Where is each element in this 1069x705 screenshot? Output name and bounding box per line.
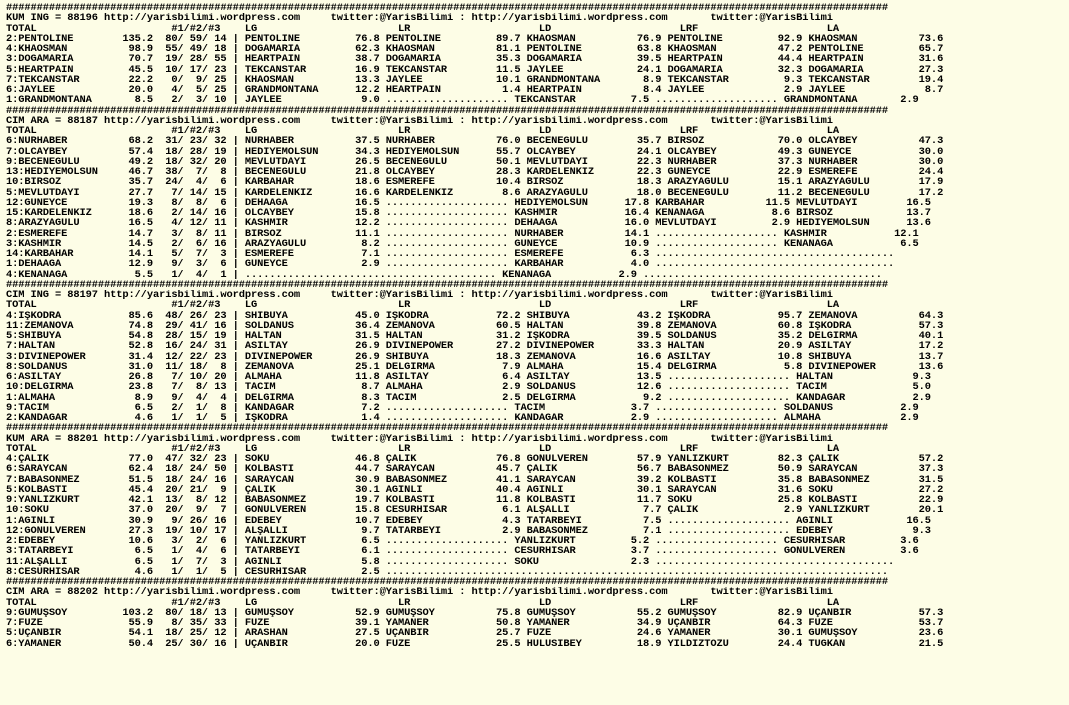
result-row: 6:NURHABER 68.2 31/ 23/ 32 | NURHABER 37.5 NURHABER 76.0 BECENEGÜLÜ 35.7 BİRSÖZ 70.0 OLCAYBEY 47.3 <box>6 136 944 147</box>
race-header-line: KUM ARA = 88201 http://yarisbilimi.wordpress.com twitter:@YarisBilimi : http://yarisbilimi.wordpress.com twitter:@YarisBilimi <box>6 433 833 444</box>
result-row: 11:ZEMANOVA 74.8 29/ 41/ 16 | SOLDANUS 36.4 ZEMANOVA 60.5 HALTAN 39.8 ZEMANOVA 60.8 İŞKODRA 57.3 <box>6 320 944 331</box>
result-row: 4:KHAOSMAN 98.9 55/ 49/ 18 | DOĞAMARIA 62.3 KHAOSMAN 81.1 PENTOLINE 63.8 KHAOSMAN 47.2 PENTOLINE 65.7 <box>6 44 944 55</box>
separator-line: ################################################################################################################################################ <box>6 105 889 116</box>
result-row: 3:TATARBEYİ 6.5 1/ 4/ 6 | TATARBEYİ 6.1 .................... CESURHİSAR 3.7 .................... GÖNÜLVEREN 3.6 <box>6 546 919 557</box>
result-row: 9:TACIM 6.5 2/ 1/ 8 | KANDAGAR 7.2 .................... TACIM 3.7 .................... SOLDANUS 2.9 <box>6 402 919 413</box>
result-row: 1:AĞINLI 30.9 9/ 26/ 16 | EDEBEY 10.7 EDEBEY 4.3 TATARBEYİ 7.5 .................... AĞINLI 16.5 <box>6 515 931 526</box>
race-header-line: KUM ING = 88196 http://yarisbilimi.wordpress.com twitter:@YarisBilimi : http://yarisbilimi.wordpress.com twitter:@YarisBilimi <box>6 13 833 24</box>
column-header-line: TOTAL #1/#2/#3 LG LR LD LRF LA <box>6 23 840 34</box>
result-row: 14:KARBAHAR 14.1 5/ 7/ 3 | ESMEREFE 7.1 .................... ESMEREFE 6.3 ....................................... <box>6 249 895 260</box>
result-row: 1:ALMAHA 8.9 9/ 4/ 4 | DELGİRMA 8.3 TACIM 2.5 DELGİRMA 9.2 .................... KANDAGAR 2.9 <box>6 392 931 403</box>
column-header-line: TOTAL #1/#2/#3 LG LR LD LRF LA <box>6 300 840 311</box>
result-row: 2:KANDAGAR 4.6 1/ 1/ 5 | İŞKODRA 1.4 .................... KANDAGAR 2.9 .................... ALMAHA 2.9 <box>6 413 919 424</box>
result-row: 9:GÜMÜŞSOY 103.2 80/ 18/ 13 | GÜMÜŞSOY 52.9 GÜMÜŞSOY 75.8 GÜMÜŞSOY 55.2 GÜMÜŞSOY 82.9 UÇANBİR 57.3 <box>6 607 944 618</box>
result-row: 9:BECENEGÜLÜ 49.2 18/ 32/ 20 | MEVLÜTDAYI 26.5 BECENEGÜLÜ 50.1 MEVLÜTDAYI 22.3 NURHABER 37.3 NURHABER 30.0 <box>6 156 944 167</box>
result-row: 12:GÜNEYCE 19.3 8/ 8/ 6 | DEHAAĞA 16.5 .................... HEDİYEMOLSUN 17.8 KARBAHAR 11.5 MEVLÜTDAYI 16.5 <box>6 197 931 208</box>
result-row: 10:DELGİRMA 23.8 7/ 8/ 13 | TACIM 8.7 ALMAHA 2.9 SOLDANUS 12.6 .................... TACIM 5.0 <box>6 382 931 393</box>
result-row: 5:SHIBUYA 54.8 28/ 15/ 19 | HALTAN 31.5 HALTAN 31.2 İŞKODRA 39.5 SOLDANUS 35.2 DELGİRMA 40.1 <box>6 331 944 342</box>
result-row: 15:KARDELENKIZ 18.6 2/ 14/ 16 | OLCAYBEY 15.8 .................... KASHMIR 16.4 KENANAĞA 8.6 BİRSÖZ 13.7 <box>6 208 931 219</box>
column-header-line: TOTAL #1/#2/#3 LG LR LD LRF LA <box>6 443 840 454</box>
result-row: 2:EDEBEY 10.6 3/ 2/ 6 | YANLIZKURT 6.5 .................... YANLIZKURT 5.2 .................... CESURHİSAR 3.6 <box>6 536 919 547</box>
result-row: 1:DEHAAĞA 12.9 9/ 3/ 6 | GÜNEYCE 2.9 .................... KARBAHAR 4.0 ....................................... <box>6 259 895 270</box>
result-row: 11:ALŞALLI 6.5 1/ 7/ 3 | AĞINLI 5.8 .................... SOKU 2.3 ....................................... <box>6 556 895 567</box>
separator-line: ################################################################################################################################################ <box>6 577 889 588</box>
result-row: 8:CESURHİSAR 4.6 1/ 1/ 5 | CESURHİSAR 2.5 .................................................................................. <box>6 566 889 577</box>
result-row: 7:TEKCANSTAR 22.2 0/ 9/ 25 | KHAOSMAN 13.3 JAYLEE 10.1 GRANDMONTANA 8.9 TEKCANSTAR 9.3 TEKCANSTAR 19.4 <box>6 74 944 85</box>
result-row: 4:İŞKODRA 85.6 48/ 26/ 23 | SHIBUYA 45.0 İŞKODRA 72.2 SHIBUYA 43.2 İŞKODRA 95.7 ZEMANOVA 64.3 <box>6 310 944 321</box>
result-row: 12:GÖNÜLVEREN 27.3 19/ 10/ 17 | ALŞALLI 9.7 TATARBEYİ 2.9 BABASÖNMEZ 7.1 .................... EDEBEY 9.3 <box>6 525 931 536</box>
separator-line: ################################################################################################################################################ <box>6 279 889 290</box>
result-row: 5:HEARTPAIN 45.5 10/ 17/ 23 | TEKCANSTAR 16.9 TEKCANSTAR 11.5 JAYLEE 24.1 DOĞAMARIA 32.3 DOĞAMARIA 27.3 <box>6 64 944 75</box>
result-row: 6:ASİLTAY 26.8 7/ 10/ 20 | ALMAHA 11.8 ASİLTAY 6.4 ASİLTAY 13.5 .................... HALTAN 9.3 <box>6 372 931 383</box>
result-row: 13:HEDİYEMOLSUN 46.7 38/ 7/ 8 | BECENEGÜLÜ 21.8 OLCAYBEY 28.3 KARDELENKIZ 22.3 GÜNEYCE 22.9 ESMEREFE 24.4 <box>6 167 944 178</box>
result-row: 10:SOKU 37.0 20/ 9/ 7 | GÖNÜLVEREN 15.8 CESURHİSAR 6.1 ALŞALLI 7.7 ÇALIK 2.9 YANLIZKURT 20.1 <box>6 505 944 516</box>
result-row: 1:GRANDMONTANA 8.5 2/ 3/ 10 | JAYLEE 9.0 .................... TEKCANSTAR 7.5 .................... GRANDMONTANA 2.9 <box>6 95 919 106</box>
result-row: 4:KENANAĞA 5.5 1/ 4/ 1 | ......................................... KENANAĞA 2.9 ....................................... <box>6 269 882 280</box>
result-row: 3:KASHMIR 14.5 2/ 6/ 16 | ARAZYAGÜLÜ 8.2 .................... GÜNEYCE 10.9 .................... KENANAĞA 6.5 <box>6 238 919 249</box>
result-row: 9:YANLIZKURT 42.1 13/ 8/ 12 | BABASÖNMEZ 19.7 KOLBASTI 11.8 KOLBASTI 11.7 SOKU 25.8 KOLBASTI 22.9 <box>6 495 944 506</box>
result-row: 8:SOLDANUS 31.0 11/ 18/ 8 | ZEMANOVA 25.1 DELGİRMA 7.9 ALMAHA 15.4 DELGİRMA 5.8 DIVINEPOWER 13.6 <box>6 361 944 372</box>
result-row: 8:ARAZYAGÜLÜ 16.5 4/ 12/ 11 | KASHMIR 12.2 .................... DEHAAĞA 16.0 MEVLÜTDAYI 2.9 HEDİYEMOLSUN 13.6 <box>6 218 931 229</box>
race-header-line: CIM ARA = 88187 http://yarisbilimi.wordpress.com twitter:@YarisBilimi : http://yarisbilimi.wordpress.com twitter:@YarisBilimi <box>6 115 833 126</box>
result-row: 3:DOĞAMARIA 70.7 19/ 28/ 55 | HEARTPAIN 38.7 DOĞAMARIA 35.3 DOĞAMARIA 39.5 HEARTPAIN 44.4 HEARTPAIN 31.6 <box>6 54 944 65</box>
result-row: 5:MEVLÜTDAYI 27.7 7/ 14/ 15 | KARDELENKIZ 16.6 KARDELENKIZ 8.6 ARAZYAGÜLÜ 18.0 BECENEGÜLÜ 11.2 BECENEGÜLÜ 17.2 <box>6 187 944 198</box>
race-header-line: CIM ARA = 88202 http://yarisbilimi.wordpress.com twitter:@YarisBilimi : http://yarisbilimi.wordpress.com twitter:@YarisBilimi <box>6 587 833 598</box>
result-row: 10:BİRSÖZ 35.7 24/ 4/ 6 | KARBAHAR 18.6 ESMEREFE 10.4 BİRSÖZ 18.3 ARAZYAGÜLÜ 15.1 ARAZYAGÜLÜ 17.9 <box>6 177 944 188</box>
result-row: 7:FÜZE 55.9 8/ 35/ 33 | FÜZE 39.1 YAMANER 50.8 YAMANER 34.9 UÇANBİR 64.3 FÜZE 53.7 <box>6 618 944 629</box>
column-header-line: TOTAL #1/#2/#3 LG LR LD LRF LA <box>6 126 840 137</box>
result-row: 7:OLCAYBEY 57.4 18/ 28/ 19 | HEDİYEMOLSUN 34.3 HEDİYEMOLSUN 55.7 OLCAYBEY 24.1 OLCAYBEY 49.3 GÜNEYCE 30.0 <box>6 146 944 157</box>
column-header-line: TOTAL #1/#2/#3 LG LR LD LRF LA <box>6 597 840 608</box>
result-row: 5:KOLBASTI 45.4 20/ 21/ 9 | ÇALIK 30.1 AĞINLI 40.4 AĞINLI 30.1 SARAYCAN 31.6 SOKU 27.2 <box>6 484 944 495</box>
result-row: 6:SARAYCAN 62.4 18/ 24/ 50 | KOLBASTI 44.7 SARAYCAN 45.7 ÇALIK 56.7 BABASÖNMEZ 50.9 SARAYCAN 37.3 <box>6 464 944 475</box>
race-header-line: CIM ING = 88197 http://yarisbilimi.wordpress.com twitter:@YarisBilimi : http://yarisbilimi.wordpress.com twitter:@YarisBilimi <box>6 290 833 301</box>
result-row: 2:ESMEREFE 14.7 3/ 8/ 11 | BİRSÖZ 11.1 .................... NURHABER 14.1 .................... KASHMIR 12.1 <box>6 228 919 239</box>
result-row: 5:UÇANBİR 54.1 18/ 25/ 12 | ARASHAN 27.5 UÇANBİR 25.7 FÜZE 24.6 YAMANER 30.1 GÜMÜŞSOY 23.6 <box>6 628 944 639</box>
result-row: 7:HALTAN 52.8 16/ 24/ 31 | ASİLTAY 26.9 DIVINEPOWER 27.2 DIVINEPOWER 33.3 HALTAN 20.9 ASİLTAY 17.2 <box>6 341 944 352</box>
result-row: 6:JAYLEE 20.0 4/ 5/ 25 | GRANDMONTANA 12.2 HEARTPAIN 1.4 HEARTPAIN 8.4 JAYLEE 2.9 JAYLEE 8.7 <box>6 85 944 96</box>
result-row: 7:BABASÖNMEZ 51.5 18/ 24/ 16 | SARAYCAN 30.9 BABASÖNMEZ 41.1 SARAYCAN 39.2 KOLBASTI 35.8 BABASÖNMEZ 31.5 <box>6 474 944 485</box>
result-row: 2:PENTOLINE 135.2 80/ 59/ 14 | PENTOLINE 76.8 PENTOLINE 89.7 KHAOSMAN 76.9 PENTOLINE 92.9 KHAOSMAN 73.6 <box>6 33 944 44</box>
result-row: 4:ÇALIK 77.0 47/ 32/ 23 | SOKU 46.8 ÇALIK 76.8 GÖNÜLVEREN 57.9 YANLIZKURT 82.3 ÇALIK 57.2 <box>6 454 944 465</box>
separator-line: ################################################################################################################################################ <box>6 3 889 14</box>
result-row: 6:YAMANER 50.4 25/ 30/ 16 | UÇANBİR 20.0 FÜZE 25.5 HULUSİBEY 18.9 YILDIZTOZU 24.4 TUĞKAN 21.5 <box>6 638 944 649</box>
separator-line: ################################################################################################################################################ <box>6 423 889 434</box>
result-row: 3:DIVINEPOWER 31.4 12/ 22/ 23 | DIVINEPOWER 26.9 SHIBUYA 18.3 ZEMANOVA 16.6 ASİLTAY 10.8 SHIBUYA 13.7 <box>6 351 944 362</box>
